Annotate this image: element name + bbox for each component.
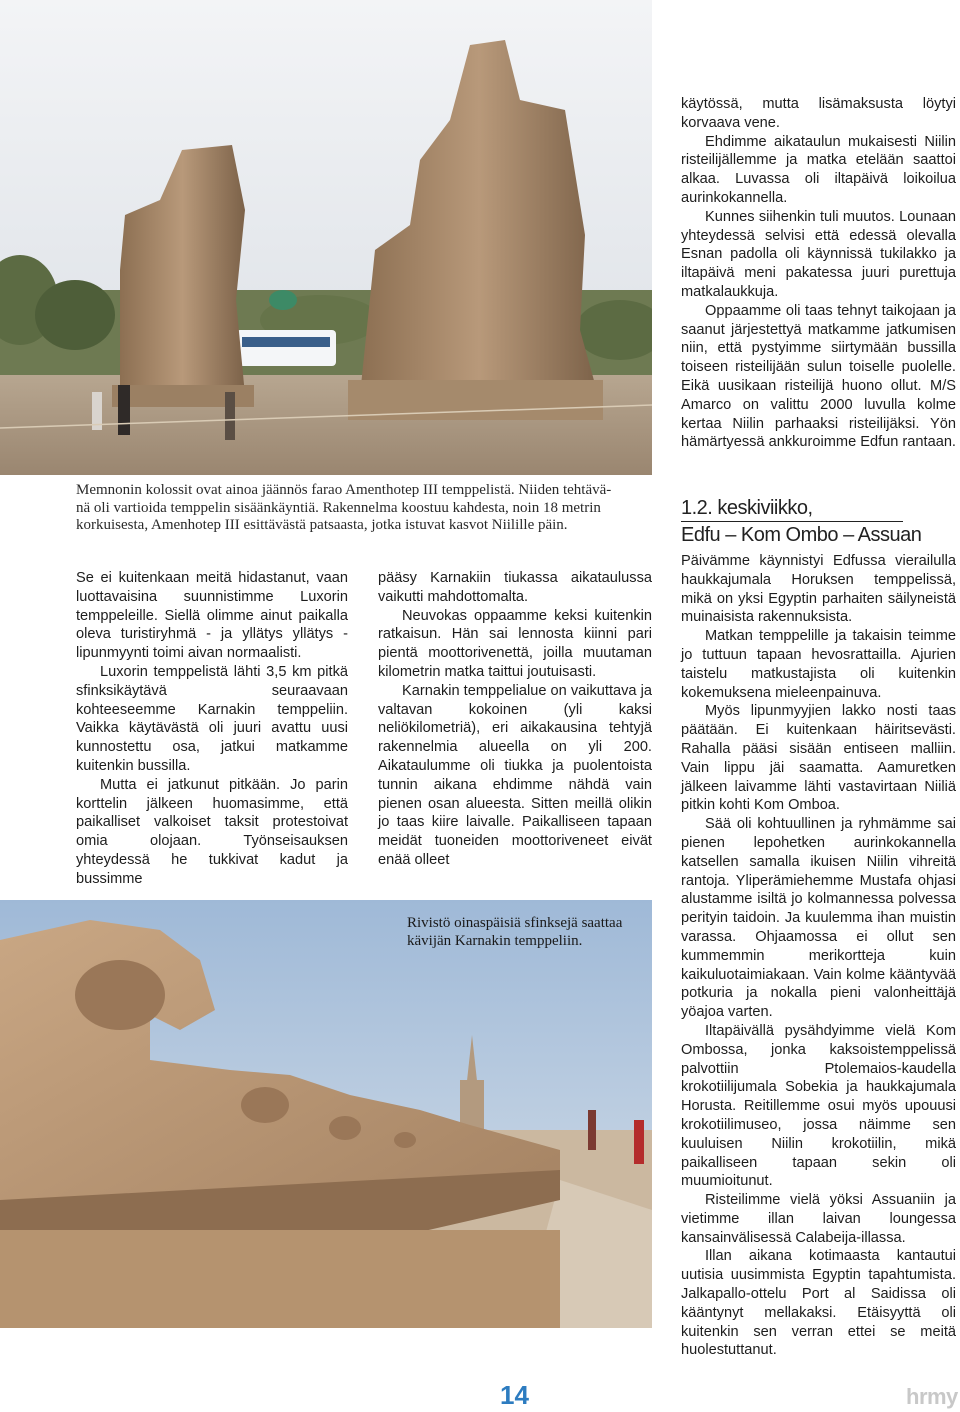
paragraph: Se ei kuitenkaan meitä hidastanut, vaan luottavaisina suunnistimme Luxorin temppeleille. Siellä olimme ainut paikalla oleva turistiryhmä - ja yllätys yllätys - lipunmyynti toimi aivan normaalisti. <box>76 570 348 662</box>
paragraph: Mutta ei jatkunut pitkään. Jo parin korttelin jälkeen huomasimme, että paikalliset valkoiset taksit protestoivat omia olojaan. Työnseisauksen yhteydessä he tukkivat kadut ja bussimme <box>76 776 348 887</box>
paragraph: Iltapäivällä pysähdyimme vielä Kom Ombossa, jonka kaksoistemppelissä palvottiin Ptolemaios-kaudella krokotiilijumala Sobekia ja haukkajumala Horusta. Reitillemme osui myös upouusi krokotiilimuseo, jossa näimme sen kuuluisen Niilin krokotiilin, mikä paikalliseen tapaan sekin oli muumioitunut. <box>681 1022 956 1190</box>
caption-line: nä oli vartioida temppelin sisäänkäyntiä. Rakennelma koostuu kahdesta, noin 18 metrin <box>76 499 601 516</box>
paragraph: Luxorin temppelistä lähti 3,5 km pitkä sfinksikäytävä seuraavaan kohteeseemme Karnakin temppeliin. Vaikka käytävästä oli juuri avattu uusi kunnostettu osa, jatkui matkamme kuitenkin bussilla. <box>76 663 348 774</box>
paragraph: pääsy Karnakiin tiukassa aikataulussa vaikutti mahdottomalta. <box>378 570 652 605</box>
column-middle <box>378 569 652 870</box>
sphinx-photo <box>0 900 652 1328</box>
sphinx-caption <box>407 915 647 950</box>
colossi-photo <box>0 0 652 475</box>
paragraph: Risteilimme vielä yöksi Assuaniin ja vietimme illan laivan loungessa kansainvälisessä Calabeija-illassa. <box>681 1192 956 1246</box>
paragraph: käytössä, mutta lisämaksusta löytyi korvaava vene. <box>681 96 956 131</box>
colossi-caption <box>76 482 656 535</box>
column-left <box>76 569 348 889</box>
paragraph: Ehdimme aikataulun mukaisesti Niilin risteilijällemme ja matka etelään saattoi alkaa. Luvassa oli iltapäivä loikoilua aurinkokannella. <box>681 133 956 206</box>
section-heading <box>681 497 956 547</box>
column-right-bottom <box>681 552 956 1360</box>
paragraph: Päivämme käynnistyi Edfussa vierailulla haukkajumala Horuksen temppelissä, mikä on yksi Egyptin parhaiten säilyneistä muinaisista rakennuksista. <box>681 553 956 626</box>
paragraph: Sää oli kohtuullinen ja ryhmämme sai pienen lepohetken aurinkokannella katsellen samalla ikuisen Niilin vihreitä rantoja. Yliperämiehemme Mustafa ohjasi alustamme isiltä jo kolmannessa polvessa perityin taidoin. Ja kuulemma ihan muistin varassa. Ohjaamossa ei ollut sen kummemmin merikortteja kuin kaikuluotaimiakaan. Vain kolme kääntyvää potkuria ja nokalla pieni valonheittäjä yöajoa varten. <box>681 816 956 1021</box>
paragraph: Karnakin temppelialue on vaikuttava ja valtavan kokoinen (yli kaksi neliökilometriä), eri aikakausina tehtyjä rakennelmia alueella on yli 200. Aikataulumme oli tiukka ja puolentoista tunnin aikana ehdimme nähdä vain pienen osan alueesta. Sitten meillä olikin jo taas kiire laivalle. Paikalliseen tapaan meidät tuoneiden moottoriveneet eivät enää olleet <box>378 682 652 868</box>
column-right-top <box>681 95 956 452</box>
heading-route: Edfu – Kom Ombo – Assuan <box>681 524 922 546</box>
heading-date: 1.2. keskiviikko, <box>681 497 813 519</box>
paragraph: Kunnes siihenkin tuli muutos. Lounaan yhteydessä selvisi että edessä olevalla Esnan padolla oli käynnissä tukilakko ja iltapäivä meni pakatessa juuri purettuja matkalaukkuja. <box>681 208 956 300</box>
paragraph: Myös lipunmyyjien lakko nosti taas päätään. Ei kuitenkaan häiritsevästi. Rahalla pääsi sisään entiseen malliin. Vain lippu jäi saamatta. Aamuretken jälkeen laivamme lähti vastavirtaan Niiliä pitkin kohti Kom Omboa. <box>681 703 956 814</box>
sphinx-illustration <box>0 900 652 1328</box>
brand-logo: hrmy <box>906 1384 958 1409</box>
heading-rule <box>681 521 903 522</box>
colossi-illustration <box>0 0 652 475</box>
caption-line: Rivistö oinaspäisiä sfinksejä saattaa <box>407 915 623 931</box>
caption-line: korkuisesta, Amenhotep III esittävästä patsaasta, jotka istuvat kasvot Niilille päin. <box>76 517 568 533</box>
paragraph: Neuvokas oppaamme keksi kuitenkin ratkaisun. Hän sai lennosta kiinni pari pientä moottorivenettä, joilla muutaman kilometrin matka taittui joutuisasti. <box>378 607 652 680</box>
caption-line: Memnonin kolossit ovat ainoa jäännös farao Amenthotep III temppelistä. Niiden tehtävä- <box>76 482 612 498</box>
caption-line: kävijän Karnakin temppeliin. <box>407 932 583 949</box>
paragraph: Oppaamme oli taas tehnyt taikojaan ja saanut järjestettyä matkamme jatkumisen niin, että pystyimme siirtymään bussilla toiseen risteilijään sulun toiselle puolelle. Eikä uusikaan risteilijä huono ollut. M/S Amarco on valittu 2000 luvulla kolme kertaa Niilin parhaaksi risteilijäksi. Yön hämärtyessä ankkuroimme Edfun rantaan. <box>681 302 956 451</box>
page-number: 14 <box>500 1380 529 1410</box>
paragraph: Matkan temppelille ja takaisin teimme jo tuttuun tapaan hevosrattailla. Ajurien taistelu matkustajista oli kuitenkin kokemuksena mieleenpainuva. <box>681 628 956 701</box>
paragraph: Illan aikana kotimaasta kantautui uutisia uusimmista Egyptin tapahtumista. Jalkapallo-ottelu Port al Saidissa oli kääntynyt mellakaksi. Etäisyyttä oli kuitenkin sen verran ettei se meitä huolestuttanut. <box>681 1248 956 1359</box>
